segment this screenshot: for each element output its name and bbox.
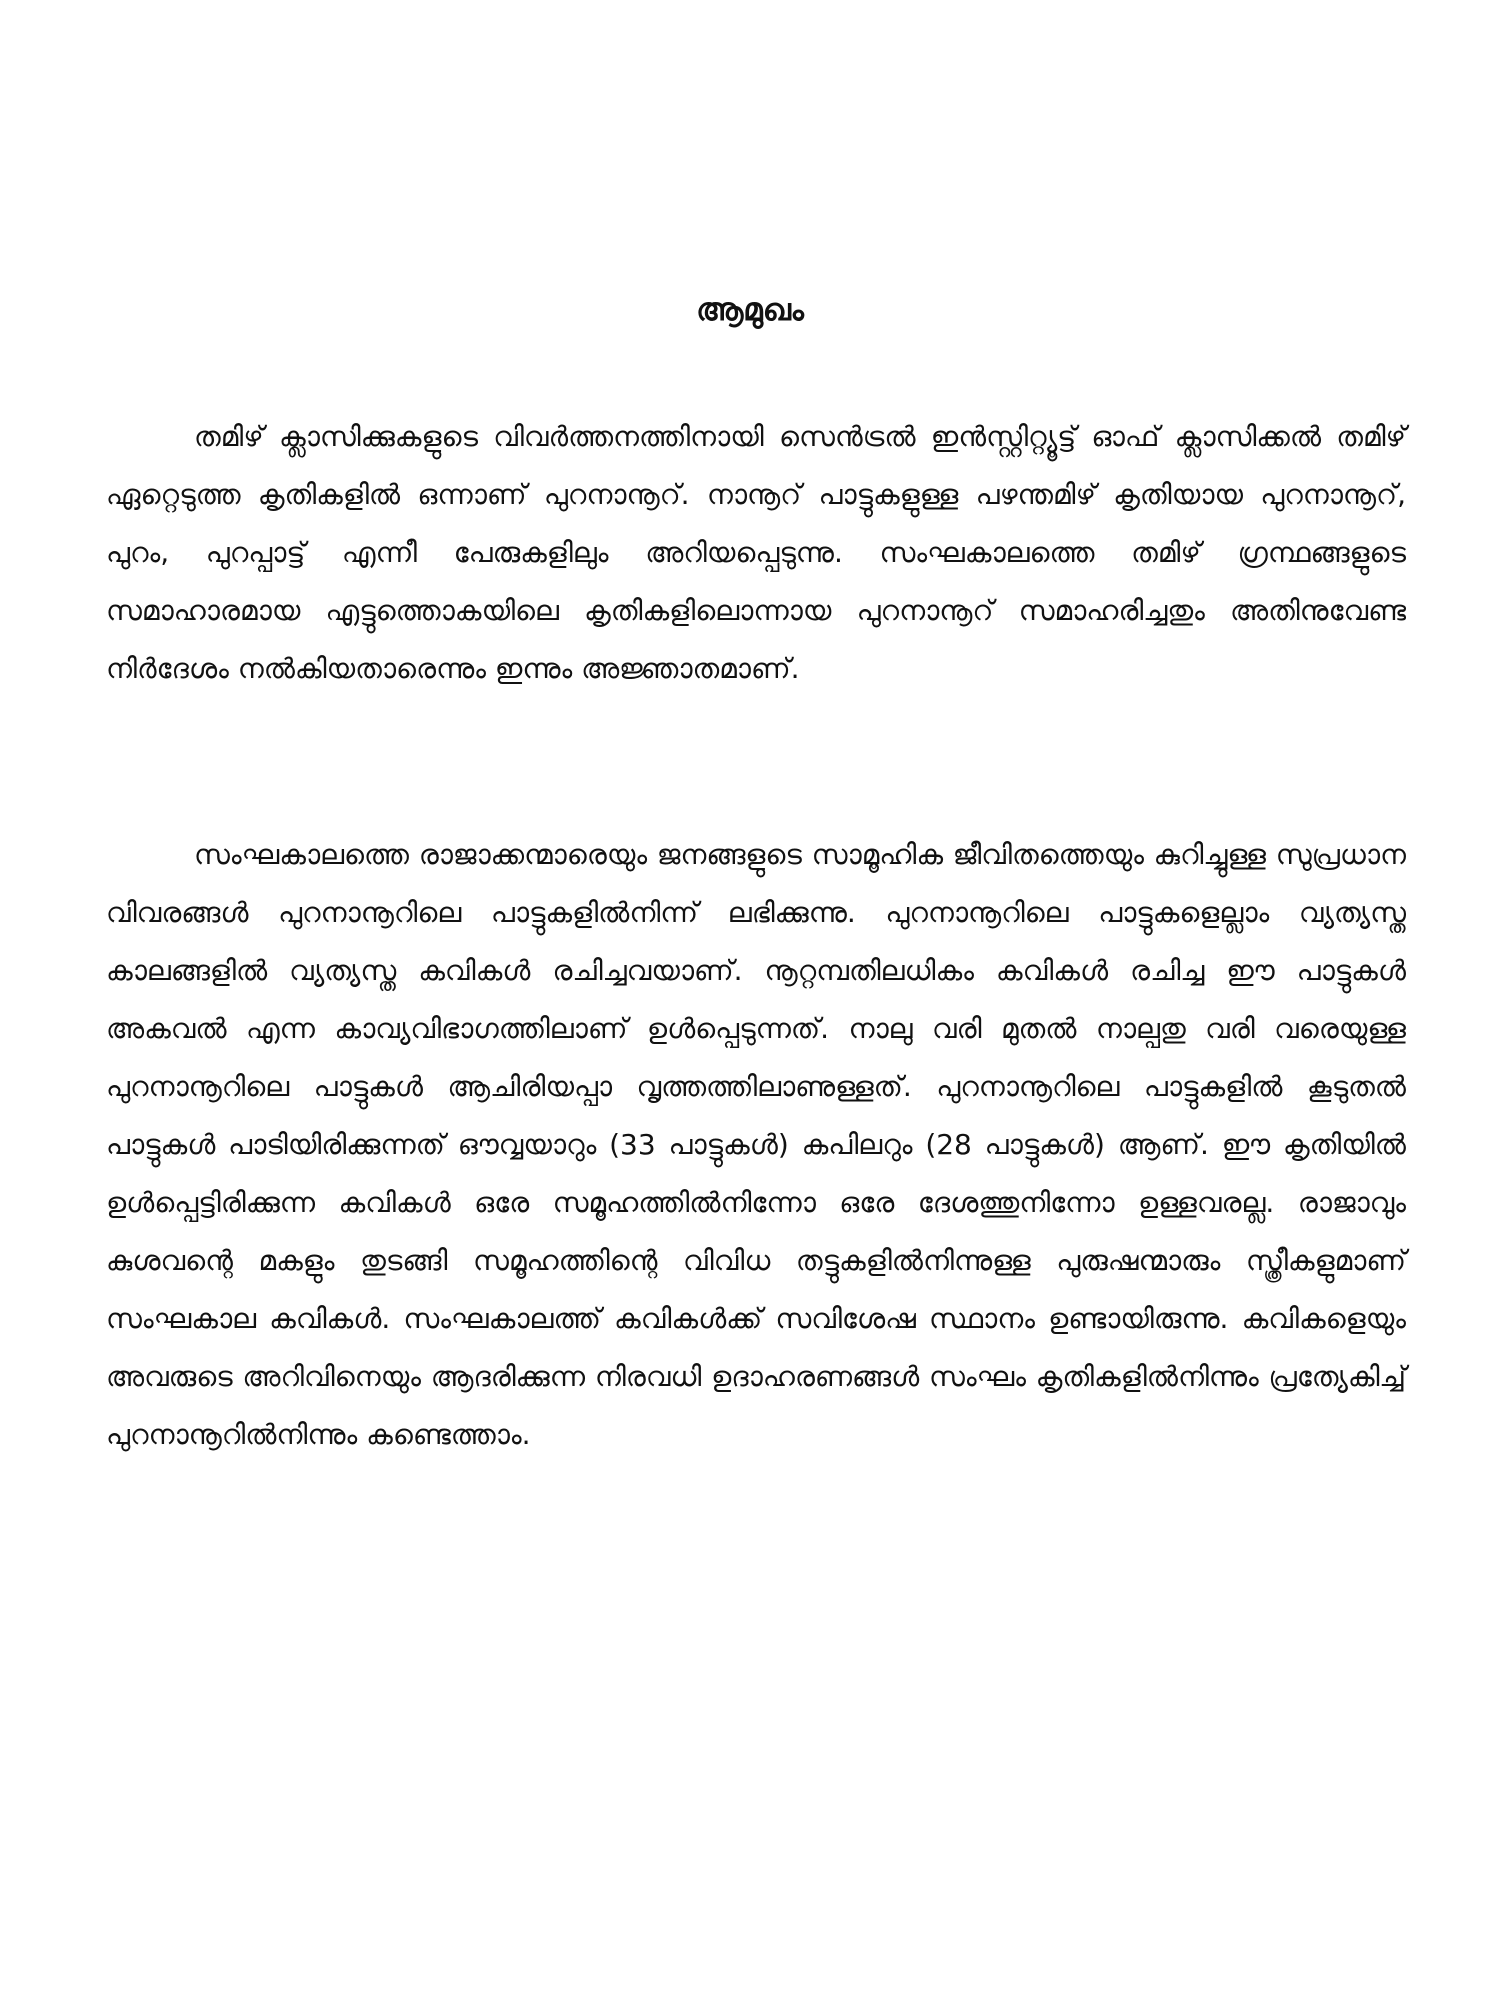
page-title: ആമുഖം <box>696 292 804 328</box>
paragraph-sangam-poets: സംഘകാലത്തെ രാജാക്കന്മാരെയും ജനങ്ങളുടെ സാമൂഹിക ജീവിതത്തെയും കുറിച്ചുള്ള സുപ്രധാന വിവരങ്ങൾ പുറനാനൂറിലെ പാട്ടുകളിൽനിന്ന് ലഭിക്കുന്നു. പുറനാനൂറിലെ പാട്ടുകളെല്ലാം വ്യത്യസ്ത കാലങ്ങളിൽ വ്യത്യസ്ത കവികൾ രചിച്ചവയാണ്. നൂറ്റമ്പതിലധികം കവികൾ രചിച്ച ഈ പാട്ടുകൾ അകവൽ എന്ന കാവ്യവിഭാഗത്തിലാണ് ഉൾപ്പെടുന്നത്. നാലു വരി മുതൽ നാല്പതു വരി വരെയുള്ള പുറനാനൂറിലെ പാട്ടുകൾ ആചിരിയപ്പാ വൃത്തത്തിലാണുള്ളത്. പുറനാനൂറിലെ പാട്ടുകളിൽ കൂടുതൽ പാട്ടുകൾ പാടിയിരിക്കുന്നത് ഔവ്വയാറും (33 പാട്ടുകൾ) കപിലറും (28 പാട്ടുകൾ) ആണ്. ഈ കൃതിയിൽ ഉൾപ്പെട്ടിരിക്കുന്ന കവികൾ ഒരേ സമൂഹത്തിൽനിന്നോ ഒരേ ദേശത്തുനിന്നോ ഉള്ളവരല്ല. രാജാവും കുശവന്റെ മകളും തുടങ്ങി സമൂഹത്തിന്റെ വിവിധ തട്ടുകളിൽനിന്നുള്ള പുരുഷന്മാരും സ്ത്രീകളുമാണ് സംഘകാല കവികൾ. സംഘകാലത്ത് കവികൾക്ക് സവിശേഷ സ്ഥാനം ഉണ്ടായിരുന്നു. കവികളെയും അവരുടെ അറിവിനെയും ആദരിക്കുന്ന നിരവധി ഉദാഹരണങ്ങൾ സംഘം കൃതികളിൽനിന്നും പ്രത്യേകിച്ച് പുറനാനൂറിൽനിന്നും കണ്ടെത്താം. <box>106 838 1406 1451</box>
paragraph-intro: തമിഴ് ക്ലാസിക്കുകളുടെ വിവർത്തനത്തിനായി സെൻട്രൽ ഇൻസ്റ്റിറ്റ്യൂട്ട് ഓഫ് ക്ലാസിക്കൽ തമിഴ് ഏറ്റെടുത്ത കൃതികളിൽ ഒന്നാണ് പുറനാനൂറ്. നാനൂറ് പാട്ടുകളുള്ള പഴന്തമിഴ് കൃതിയായ പുറനാനൂറ്, പുറം, പുറപ്പാട്ട് എന്നീ പേരുകളിലും അറിയപ്പെടുന്നു. സംഘകാലത്തെ തമിഴ് ഗ്രന്ഥങ്ങളുടെ സമാഹാരമായ എട്ടുത്തൊകയിലെ കൃതികളിലൊന്നായ പുറനാനൂറ് സമാഹരിച്ചതും അതിനുവേണ്ട നിർദേശം നൽകിയതാരെന്നും ഇന്നും അജ്ഞാതമാണ്. <box>106 420 1406 685</box>
